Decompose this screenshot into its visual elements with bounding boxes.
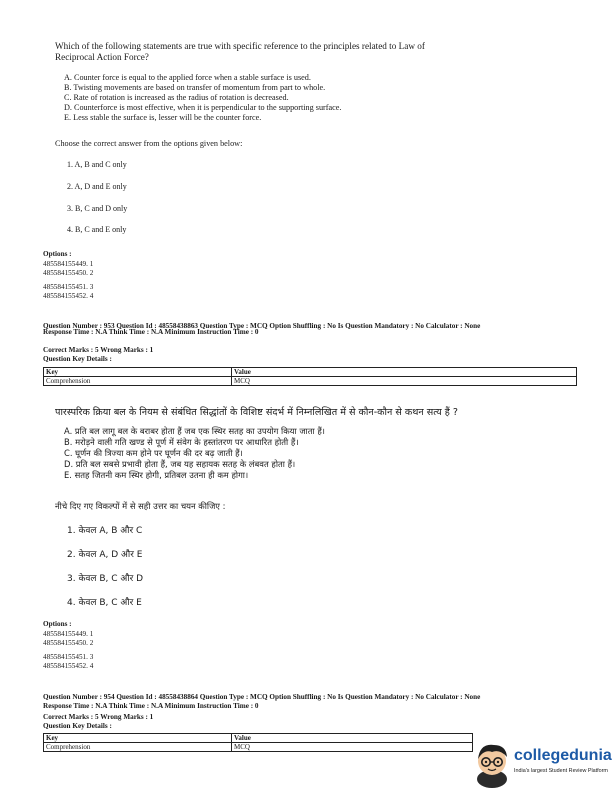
statement-list-hi (64, 426, 325, 481)
response-time-line: Response Time : N.A Think Time : N.A Minimum Instruction Time : 0 (43, 702, 259, 710)
answer-option: 2. केवल A, D और E (67, 550, 143, 560)
key-details-label: Question Key Details : (43, 355, 112, 363)
statement: B. Twisting movements are based on transfer of momentum from part to whole. (64, 83, 326, 92)
answer-option: 4. B, C and E only (67, 225, 127, 234)
statement: C. घूर्णन की त्रिज्या कम होने पर घूर्णन की दर बढ़ जाती हैं। (64, 448, 243, 458)
option-id-list: 485584155449. 1 485584155450. 2 485584155451. 3 485584155452. 4 (43, 260, 94, 300)
table-header-key: Key (44, 734, 232, 743)
statement-list-en (64, 73, 341, 123)
answer-option: 2. A, D and E only (67, 182, 127, 191)
statement: E. सतह जितनी कम स्थिर होगी, प्रतिबल उतना ही कम होगा। (64, 470, 249, 480)
logo-wordmark: collegedunia (514, 747, 612, 764)
options-label: Options : (43, 620, 72, 628)
choose-instruction-en: Choose the correct answer from the options given below: (55, 139, 243, 148)
answer-option: 1. A, B and C only (67, 160, 127, 169)
question-text-hi: पारस्परिक क्रिया बल के नियम से संबंधित सिद्धांतों के विशिष्ट संदर्भ में निम्नलिखित में से कौन-कौन से कथन सत्य हैं ? (55, 407, 458, 418)
question-text-en: Which of the following statements are true with specific reference to the principles related to Law of Reciprocal Action Force? (55, 41, 425, 62)
option-id-list: 485584155449. 1 485584155450. 2 485584155451. 3 485584155452. 4 (43, 630, 94, 670)
table-cell-value: MCQ (232, 743, 473, 752)
table-header-key: Key (44, 368, 232, 377)
statement: E. Less stable the surface is, lesser will be the counter force. (64, 113, 262, 122)
table-header-value: Value (232, 368, 577, 377)
key-details-label: Question Key Details : (43, 722, 112, 730)
table-cell-key: Comprehension (44, 743, 232, 752)
statement: D. प्रति बल सबसे प्रभावी होता हैं, जब यह सहायक सतह के लंबवत होता हैं। (64, 459, 296, 469)
answer-option: 1. केवल A, B और C (67, 526, 143, 536)
statement: A. Counter force is equal to the applied force when a stable surface is used. (64, 73, 311, 82)
statement: B. मरोड़ने वाली गति खण्ड से पूर्ण में संवेग के हस्तांतरण पर आधारित होती हैं। (64, 437, 299, 447)
marks-line: Correct Marks : 5 Wrong Marks : 1 (43, 713, 154, 721)
collegedunia-logo (470, 737, 612, 792)
question-meta-line: Question Number : 953 Question Id : 48558438863 Question Type : MCQ Option Shuffling : No Is Question Mandatory : No Calculator : None (43, 322, 481, 330)
marks-line: Correct Marks : 5 Wrong Marks : 1 (43, 346, 154, 354)
table-header-value: Value (232, 734, 473, 743)
statement: A. प्रति बल लागू बल के बराबर होता हैं जब एक स्थिर सतह का उपयोग किया जाता हैं। (64, 426, 325, 436)
question-meta-line: Question Number : 954 Question Id : 48558438864 Question Type : MCQ Option Shuffling : No Is Question Mandatory : No Calculator : None (43, 693, 481, 701)
statement: D. Counterforce is most effective, when it is perpendicular to the supporting surface. (64, 103, 342, 112)
mascot-icon (470, 739, 514, 789)
answer-option: 4. केवल B, C और E (67, 598, 142, 608)
logo-tagline: India's largest Student Review Platform (514, 768, 608, 774)
options-label: Options : (43, 250, 72, 258)
key-value-table (43, 367, 577, 386)
answer-option: 3. B, C and D only (67, 204, 128, 213)
answer-option: 3. केवल B, C और D (67, 574, 144, 584)
choose-instruction-hi: नीचे दिए गए विकल्पों में से सही उत्तर का चयन कीजिए : (55, 501, 226, 511)
key-value-table (43, 733, 473, 752)
response-time-line: Response Time : N.A Think Time : N.A Minimum Instruction Time : 0 (43, 328, 259, 336)
table-cell-key: Comprehension (44, 377, 232, 386)
statement: C. Rate of rotation is increased as the radius of rotation is decreased. (64, 93, 289, 102)
table-cell-value: MCQ (232, 377, 577, 386)
